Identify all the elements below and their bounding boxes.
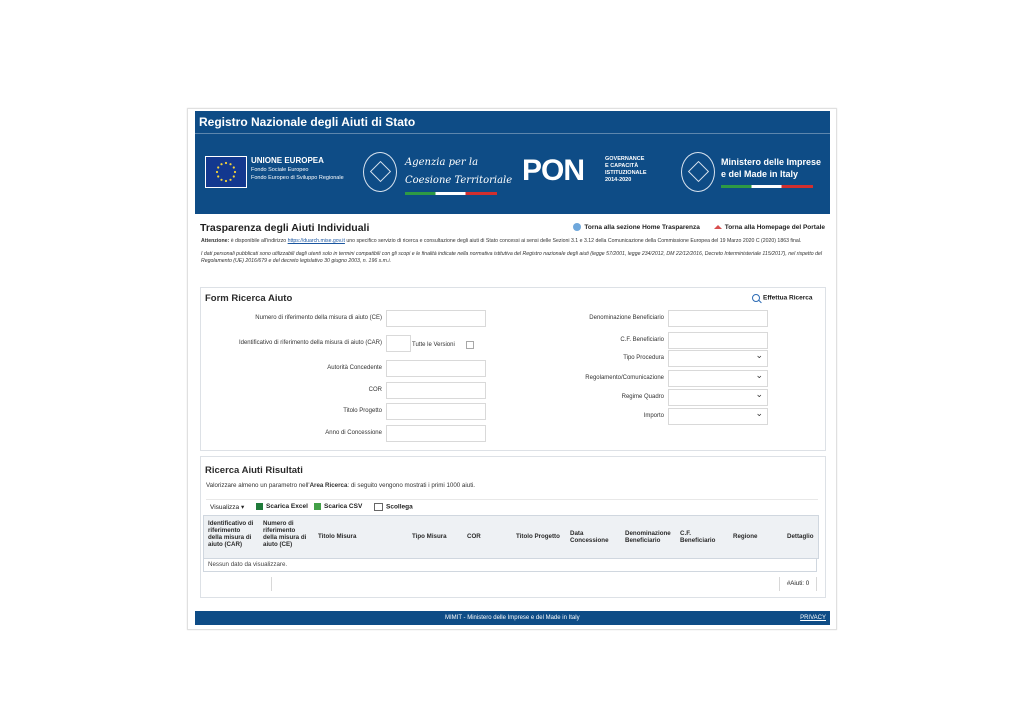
- label-titolo-progetto: Titolo Progetto: [343, 408, 382, 414]
- privacy-notice: I dati personali pubblicati sono utilizzabili dagli utenti solo in termini compatibili con gli scopi e le finalità indicate nella normativa istitutiva del Registro nazionale degli aiuti (legge 57/2001, legge 234/2012, DM 22/12/2016, Decreto Interministeriale 115/2017), nel rispetto del Regolamento (UE) 2016/679 e del decreto legislativo 30 giugno 2003, n. 196 s.m.i.: [201, 251, 823, 264]
- link-home-portale[interactable]: [714, 224, 825, 231]
- scarica-csv-label: Scarica CSV: [324, 503, 363, 511]
- eu-text-block: [251, 156, 344, 182]
- mimit-flag-bar: [721, 185, 813, 188]
- eu-title: UNIONE EUROPEA: [251, 156, 324, 165]
- mimit-emblem-icon: [681, 152, 715, 192]
- col-titolo-progetto[interactable]: Titolo Progetto: [516, 533, 560, 540]
- scarica-excel-button[interactable]: [256, 503, 308, 510]
- page-footer: [195, 611, 830, 625]
- col-data-concessione[interactable]: Data Concessione: [570, 530, 609, 544]
- results-desc-after: : di seguito vengono mostrati i primi 1000 aiuti.: [347, 482, 476, 489]
- label-importo: Importo: [643, 413, 664, 419]
- label-denominazione: Denominazione Beneficiario: [589, 315, 664, 321]
- label-autorita: Autorità Concedente: [327, 365, 382, 371]
- link-home-portale-label: Torna alla Homepage del Portale: [724, 223, 825, 231]
- agency-line1: Agenzia per la: [405, 157, 479, 168]
- results-description: [206, 482, 475, 489]
- numero-riferimento-input[interactable]: [386, 310, 486, 327]
- agency-flag-bar: [405, 192, 497, 195]
- top-links: [561, 223, 825, 231]
- mimit-line1: Ministero delle Imprese: [721, 157, 822, 167]
- link-home-trasparenza-label: Torna alla sezione Home Trasparenza: [584, 223, 700, 231]
- agency-logo: [405, 154, 512, 195]
- scollega-icon: [374, 503, 383, 511]
- title-row: [200, 222, 825, 238]
- app-title: Registro Nazionale degli Aiuti di Stato: [199, 115, 416, 129]
- chevron-down-icon: ▾: [240, 504, 245, 511]
- table-footer-left: [203, 577, 272, 591]
- label-tipo-procedura: Tipo Procedura: [623, 355, 664, 361]
- scollega-label: Scollega: [386, 503, 413, 511]
- pon-line4: 2014-2020: [605, 177, 632, 183]
- mimit-line2: e del Made in Italy: [721, 169, 799, 179]
- mimit-logo: [721, 156, 821, 188]
- eu-flag-icon: [205, 156, 247, 188]
- col-tipo-misura[interactable]: Tipo Misura: [412, 533, 447, 540]
- aiuti-count: #Aiuti: 0: [779, 577, 817, 591]
- visualizza-menu[interactable]: [210, 503, 244, 511]
- col-identificativo[interactable]: Identificativo di riferimento della misura di aiuto (CAR): [208, 520, 254, 548]
- col-numero-riferimento[interactable]: Numero di riferimento della misura di aiuto (CE): [263, 520, 307, 548]
- results-toolbar: [206, 499, 818, 514]
- link-home-trasparenza[interactable]: [573, 224, 699, 231]
- label-regolamento: Regolamento/Comunicazione: [585, 375, 664, 381]
- tutte-versioni-checkbox[interactable]: [466, 341, 474, 349]
- results-title: Ricerca Aiuti Risultati: [205, 465, 303, 476]
- pon-line2: E CAPACITÀ: [605, 163, 639, 169]
- app-title-bar: [195, 111, 830, 133]
- search-form-title: Form Ricerca Aiuto: [205, 293, 293, 304]
- globe-icon: [573, 223, 581, 231]
- pon-line3: ISTITUZIONALE: [605, 170, 647, 176]
- excel-icon: [256, 503, 263, 510]
- home-icon: [714, 225, 722, 229]
- label-identificativo: Identificativo di riferimento della misura di aiuto (CAR): [238, 340, 382, 346]
- results-desc-bold: Area Ricerca: [309, 482, 348, 489]
- titolo-progetto-input[interactable]: [386, 403, 486, 420]
- label-anno: Anno di Concessione: [325, 430, 382, 436]
- effettua-ricerca-button[interactable]: [752, 294, 813, 302]
- label-numero-riferimento: Numero di riferimento della misura di aiuto (CE): [255, 315, 382, 321]
- col-cf[interactable]: C.F. Beneficiario: [680, 530, 716, 544]
- scollega-button[interactable]: [374, 503, 413, 511]
- col-cor[interactable]: COR: [467, 533, 481, 540]
- importo-select[interactable]: [668, 408, 768, 425]
- results-table-header: [203, 515, 819, 559]
- footer-text: MIMIT - Ministero delle Imprese e del Made in Italy: [445, 615, 580, 621]
- col-denominazione[interactable]: Denominazione Beneficiario: [625, 530, 671, 544]
- denominazione-input[interactable]: [668, 310, 768, 327]
- autorita-input[interactable]: [386, 360, 486, 377]
- notice-link[interactable]: https://duarch.mise.gov.it: [287, 238, 345, 244]
- cf-input[interactable]: [668, 332, 768, 349]
- tipo-procedura-select[interactable]: [668, 350, 768, 367]
- pon-line1: GOVERNANCE: [605, 156, 645, 162]
- eu-sub2: Fondo Europeo di Sviluppo Regionale: [251, 175, 344, 181]
- col-titolo-misura[interactable]: Titolo Misura: [318, 533, 357, 540]
- table-empty-message: Nessun dato da visualizzare.: [203, 558, 817, 572]
- scarica-csv-button[interactable]: [314, 503, 362, 510]
- effettua-ricerca-label: Effettua Ricerca: [763, 294, 813, 302]
- regime-quadro-select[interactable]: [668, 389, 768, 406]
- label-regime-quadro: Regime Quadro: [621, 394, 664, 400]
- col-regione[interactable]: Regione: [733, 533, 758, 540]
- visualizza-label: Visualizza: [210, 504, 240, 511]
- csv-icon: [314, 503, 321, 510]
- eu-sub1: Fondo Sociale Europeo: [251, 167, 309, 173]
- label-tutte-versioni: Tutte le Versioni: [412, 342, 455, 348]
- notice-text2: uno specifico servizio di ricerca e consultazione degli aiuti di Stato concessi ai sensi delle Sezioni 3.1 e 3.12 della Comunicazione della Commissione Europea del 19 Marzo 2020 C (2020) 1863 final.: [344, 238, 802, 244]
- pon-logo: [522, 154, 584, 188]
- scarica-excel-label: Scarica Excel: [266, 503, 308, 511]
- notice-block: [201, 238, 823, 271]
- header-banner: [195, 133, 830, 214]
- notice-label: Attenzione:: [201, 238, 230, 244]
- pon-text-block: [605, 156, 647, 184]
- page-title: Trasparenza degli Aiuti Individuali: [200, 222, 370, 234]
- cor-input[interactable]: [386, 382, 486, 399]
- notice-text1: è disponibile all'indirizzo: [229, 238, 288, 244]
- regolamento-select[interactable]: [668, 370, 768, 387]
- table-footer: [203, 573, 817, 593]
- privacy-link[interactable]: PRIVACY: [800, 615, 826, 621]
- pon-label: PON: [522, 154, 585, 187]
- italian-emblem-icon: [363, 152, 397, 192]
- identificativo-input[interactable]: [386, 335, 411, 352]
- label-cf: C.F. Beneficiario: [620, 337, 664, 343]
- col-dettaglio[interactable]: Dettaglio: [787, 533, 814, 540]
- agency-line2: Coesione Territoriale: [405, 175, 513, 186]
- anno-input[interactable]: [386, 425, 486, 442]
- search-icon: [752, 294, 760, 302]
- label-cor: COR: [368, 387, 382, 393]
- results-desc-before: Valorizzare almeno un parametro nell': [206, 482, 310, 489]
